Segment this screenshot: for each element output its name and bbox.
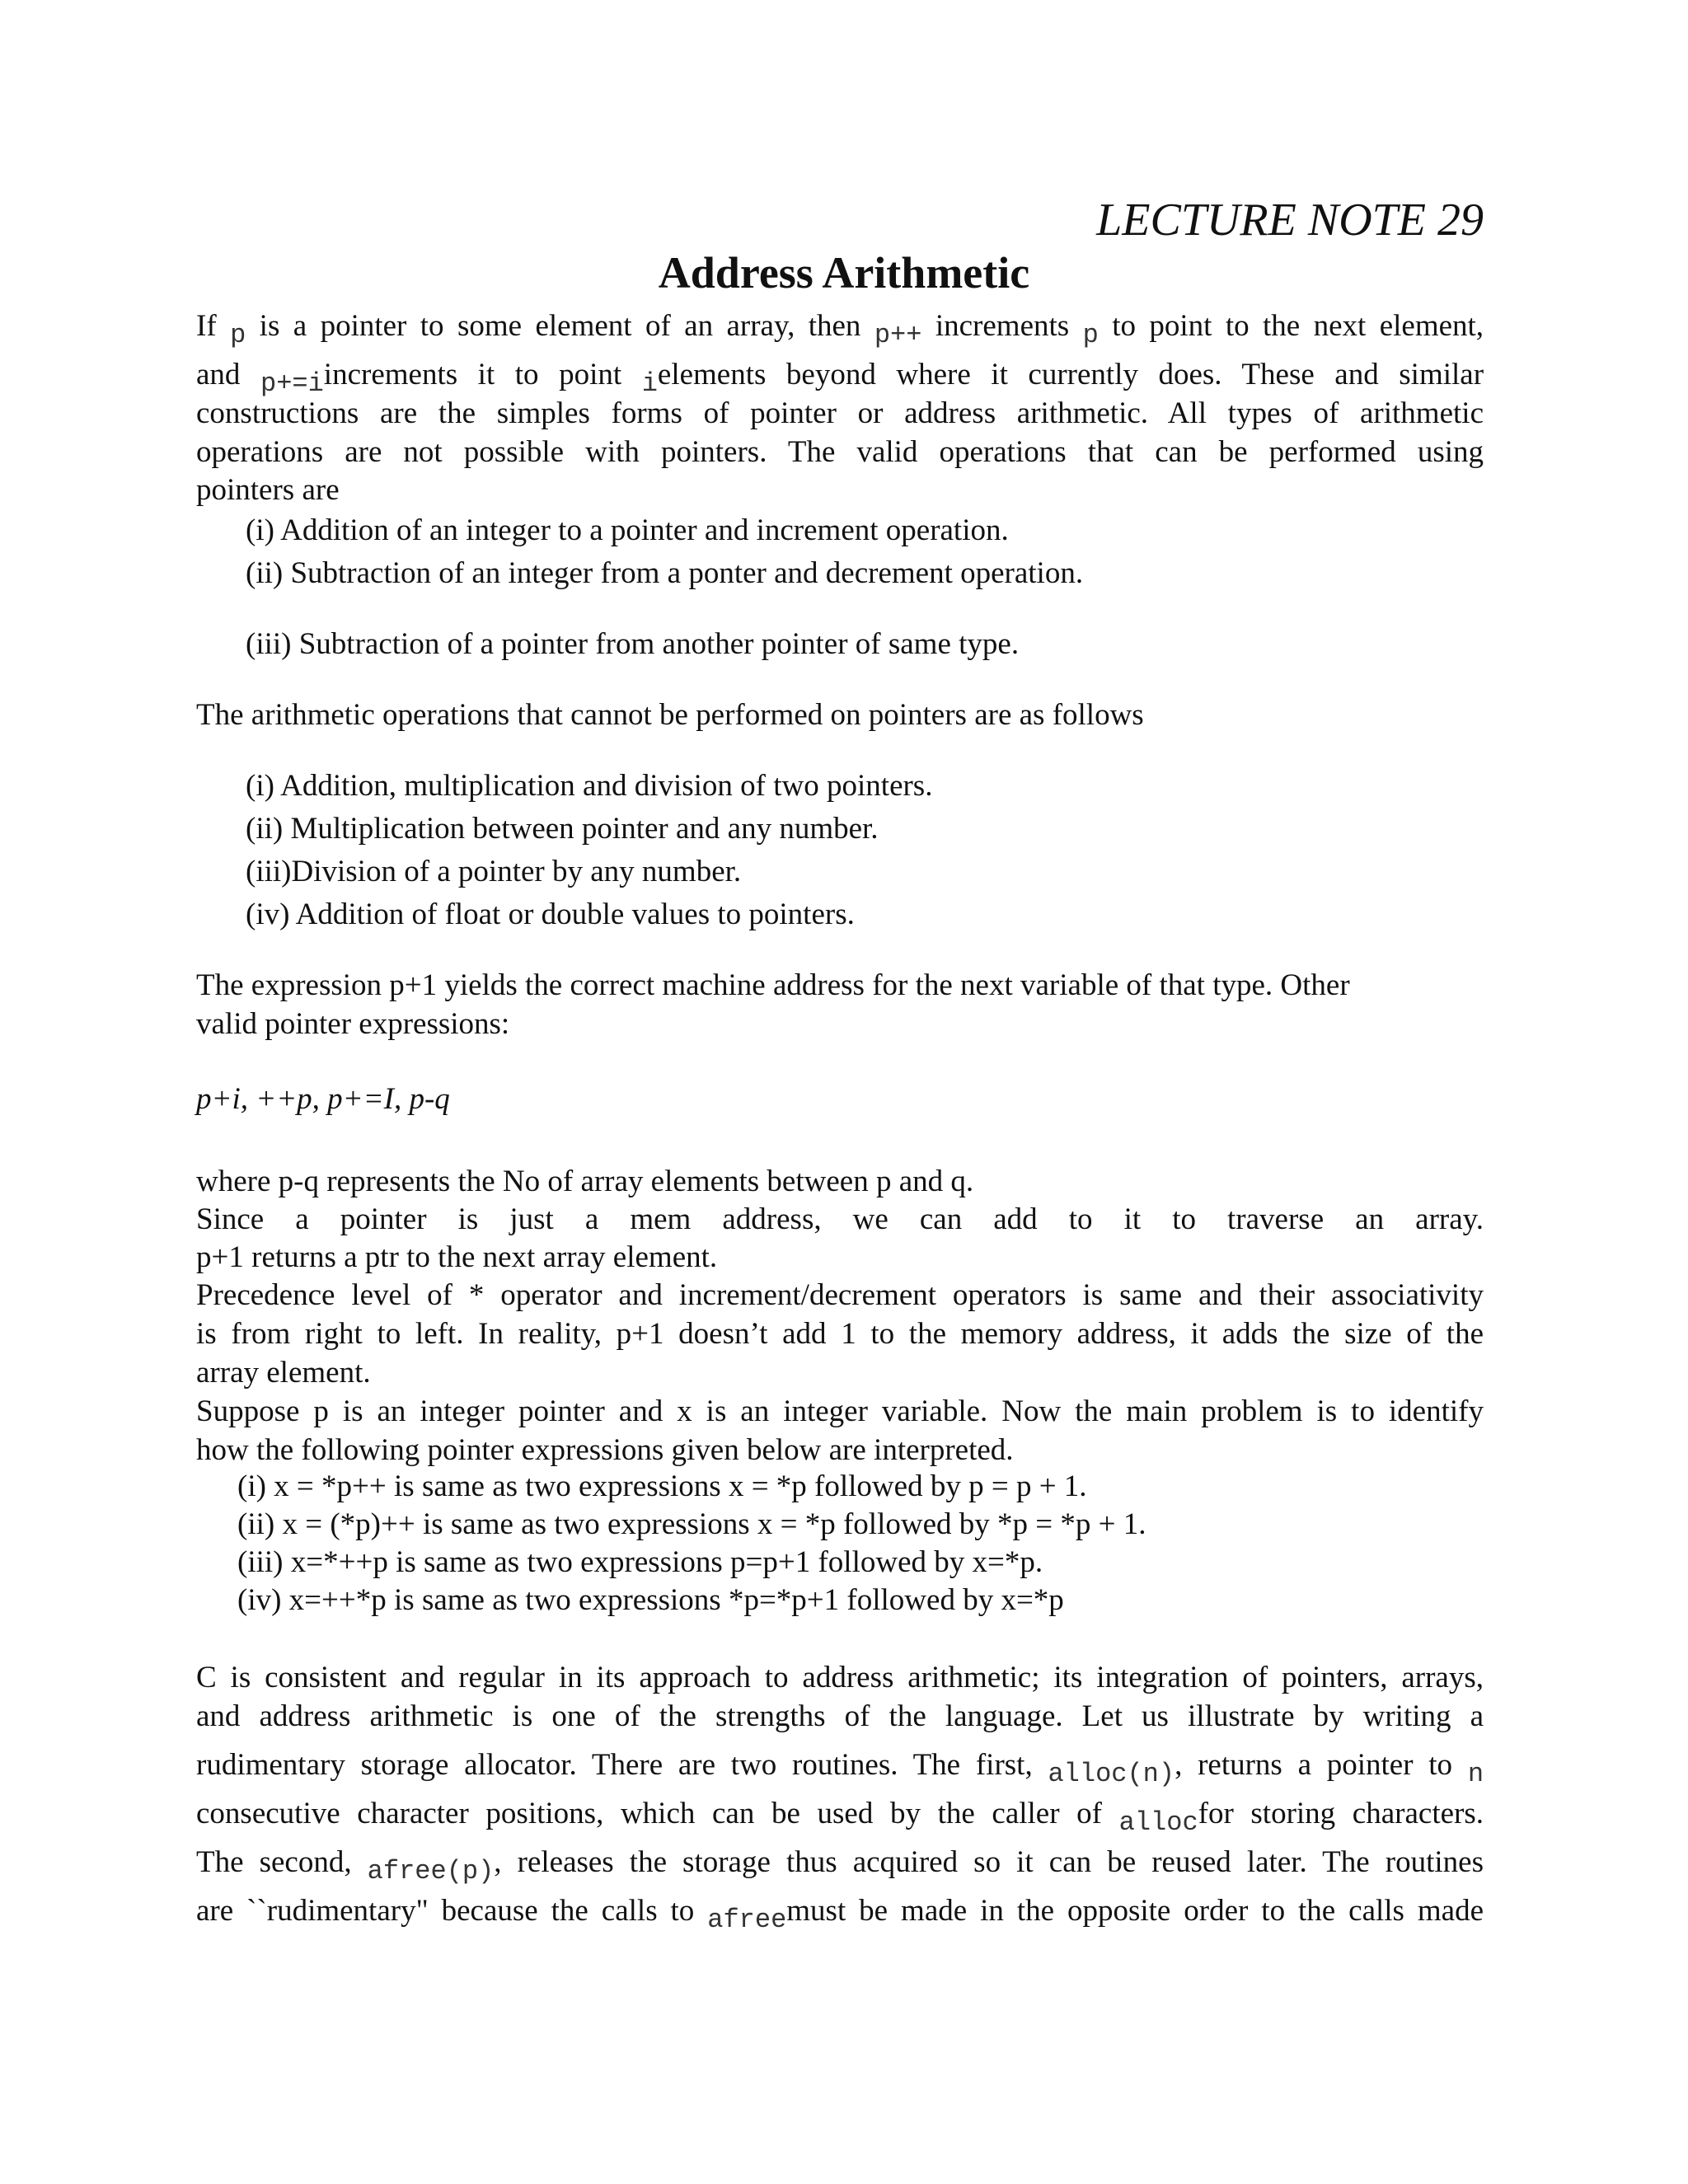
invalid-intro: The arithmetic operations that cannot be performed on pointers are as follows [196,698,1144,732]
list-item: (i) Addition of an integer to a pointer and increment operation. [246,513,1009,547]
intro-line: pointers are [196,473,340,507]
list-item: (i) Addition, multiplication and division of two pointers. [246,769,933,803]
list-item: (iii) Subtraction of a pointer from another pointer of same type. [246,627,1020,661]
expression-list: p+i, ++p, p+=I, p-q [196,1082,450,1116]
intro-line: constructions are the simples forms of pointer or address arithmetic. All types of arithmetic [196,396,1484,430]
alloc-line: rudimentary storage allocator. There are two routines. The first, alloc(n), returns a pointer to n [196,1748,1484,1789]
list-item: (iv) x=++*p is same as two expressions *p=*p+1 followed by x=*p [237,1583,1064,1617]
note-line: is from right to left. In reality, p+1 doesn’t add 1 to the memory address, it adds the size of the [196,1317,1484,1351]
page-title: Address Arithmetic [658,248,1030,298]
note-line: Suppose p is an integer pointer and x is an integer variable. Now the main problem is to identify [196,1394,1484,1428]
expr-line: valid pointer expressions: [196,1007,510,1041]
alloc-line: consecutive character positions, which can be used by the caller of allocfor storing characters. [196,1797,1484,1838]
list-item: (ii) Subtraction of an integer from a ponter and decrement operation. [246,556,1084,590]
intro-line: and p+=iincrements it to point ielements beyond where it currently does. These and similar [196,358,1484,399]
list-item: (iii) x=*++p is same as two expressions p=p+1 followed by x=*p. [237,1545,1043,1579]
note-block [196,1200,1484,1239]
expr-line: The expression p+1 yields the correct machine address for the next variable of that type. Other [196,968,1350,1002]
list-item: (ii) x = (*p)++ is same as two expressions x = *p followed by *p = *p + 1. [237,1507,1146,1541]
intro-line: If p is a pointer to some element of an array, then p++ increments p to point to the next element, [196,309,1484,350]
list-item: (iv) Addition of float or double values to pointers. [246,898,855,931]
note-line: Precedence level of * operator and increment/decrement operators is same and their associativity [196,1278,1484,1312]
note-block [196,1276,1484,1469]
list-item: (ii) Multiplication between pointer and any number. [246,812,879,846]
alloc-paragraph [196,1658,1484,1935]
note-line: Since a pointer is just a mem address, we can add to it to traverse an array. [196,1202,1484,1236]
alloc-line: and address arithmetic is one of the strengths of the language. Let us illustrate by writing a [196,1699,1484,1733]
intro-paragraph [196,307,1484,509]
note-line: where p-q represents the No of array elements between p and q. [196,1165,974,1198]
alloc-line: The second, afree(p), releases the storage thus acquired so it can be reused later. The routines [196,1845,1484,1886]
alloc-line: C is consistent and regular in its approach to address arithmetic; its integration of pointers, arrays, [196,1661,1484,1694]
intro-line: operations are not possible with pointers. The valid operations that can be performed using [196,435,1484,469]
list-item: (i) x = *p++ is same as two expressions x = *p followed by p = p + 1. [237,1469,1087,1503]
note-line: how the following pointer expressions given below are interpreted. [196,1433,1014,1467]
lecture-label: LECTURE NOTE 29 [1096,194,1484,246]
note-line: p+1 returns a ptr to the next array element. [196,1240,718,1274]
alloc-line: are ``rudimentary" because the calls to afreemust be made in the opposite order to the calls made [196,1894,1484,1935]
list-item: (iii)Division of a pointer by any number. [246,855,742,888]
note-line: array element. [196,1356,371,1390]
